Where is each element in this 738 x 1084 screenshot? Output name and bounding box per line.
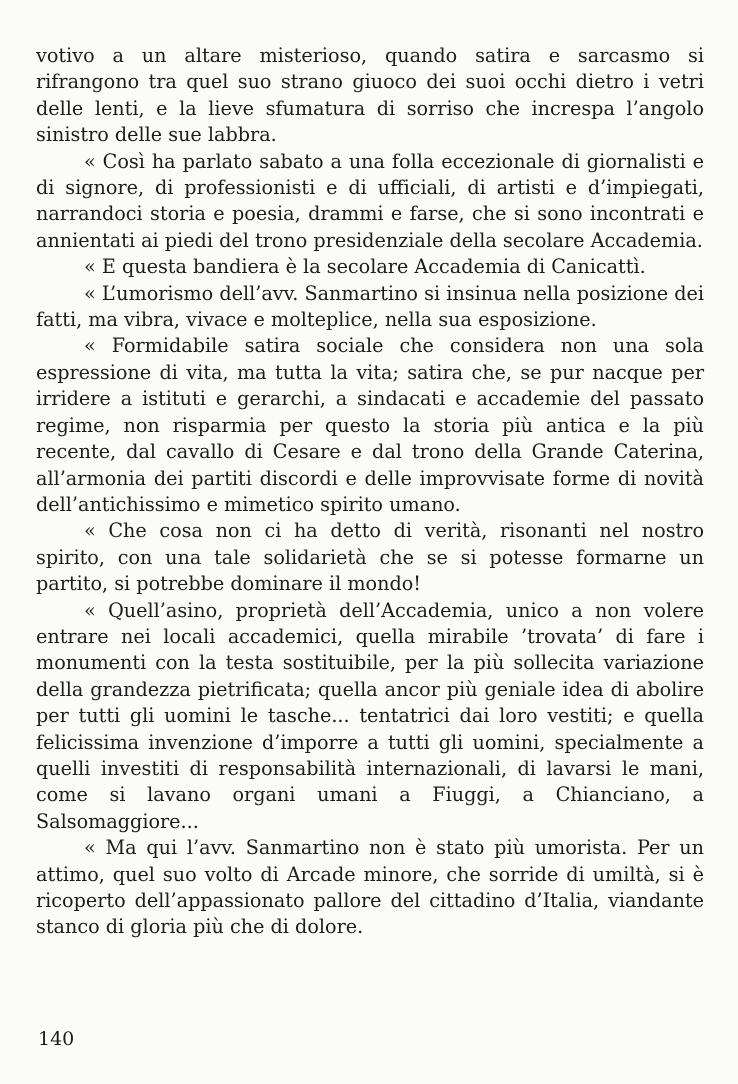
body-text (36, 43, 704, 941)
paragraph: « Quell’asino, proprietà dell’Accademia, unico a non volere entrare nei locali accademici, quella mirabile ’trovata’ di fare i monumenti con la testa sostituibile, per la più sollecita variazione della grandezza pietrificata; quella ancor più geniale idea di abolire per tutti gli uomini le tasche... tentatrici dai loro vestiti; e quella felicissima invenzione d’imporre a tutti gli uomini, specialmente a quelli investiti di responsabilità internazionali, di lavarsi le mani, come si lavano organi umani a Fiuggi, a Chianciano, a Salsomaggiore... (36, 598, 704, 833)
page-number: 140 (38, 1028, 75, 1050)
paragraph: « Che cosa non ci ha detto di verità, risonanti nel nostro spirito, con una tale solidarietà che se si potesse formarne un partito, si potrebbe dominare il mondo! (36, 519, 704, 596)
paragraph: votivo a un altare misterioso, quando satira e sarcasmo si rifrangono tra quel suo strano giuoco dei suoi occhi dietro i vetri delle lenti, e la lieve sfumatura di sorriso che increspa l’angolo sinistro delle sue labbra. (36, 44, 704, 147)
paragraph: « E questa bandiera è la secolare Accademia di Canicattì. (84, 255, 646, 279)
paragraph: « Formidabile satira sociale che considera non una sola espressione di vita, ma tutta la vita; satira che, se pur nacque per irridere a istituti e gerarchi, a sindacati e accademie del passato regime, non risparmia per questo la storia più antica e la più recente, dal cavallo di Cesare e dal trono della Grande Caterina, all’armonia dei partiti discordi e delle improvvisate forme di novità dell’antichissimo e mimetico spirito umano. (36, 334, 704, 516)
paragraph: « L’umorismo dell’avv. Sanmartino si insinua nella posizione dei fatti, ma vibra, vivace e molteplice, nella sua esposizione. (36, 281, 704, 332)
paragraph: « Ma qui l’avv. Sanmartino non è stato più umorista. Per un attimo, quel suo volto di Arcade minore, che sorride di umiltà, si è ricoperto dell’appassionato pallore del cittadino d’Italia, viandante stanco di gloria più che di dolore. (36, 836, 704, 939)
paragraph: « Così ha parlato sabato a una folla eccezionale di giornalisti e di signore, di professionisti e di ufficiali, di artisti e d’impiegati, narrandoci storia e poesia, drammi e farse, che si sono incontrati e annientati ai piedi del trono presidenziale della secolare Accademia. (36, 149, 704, 252)
